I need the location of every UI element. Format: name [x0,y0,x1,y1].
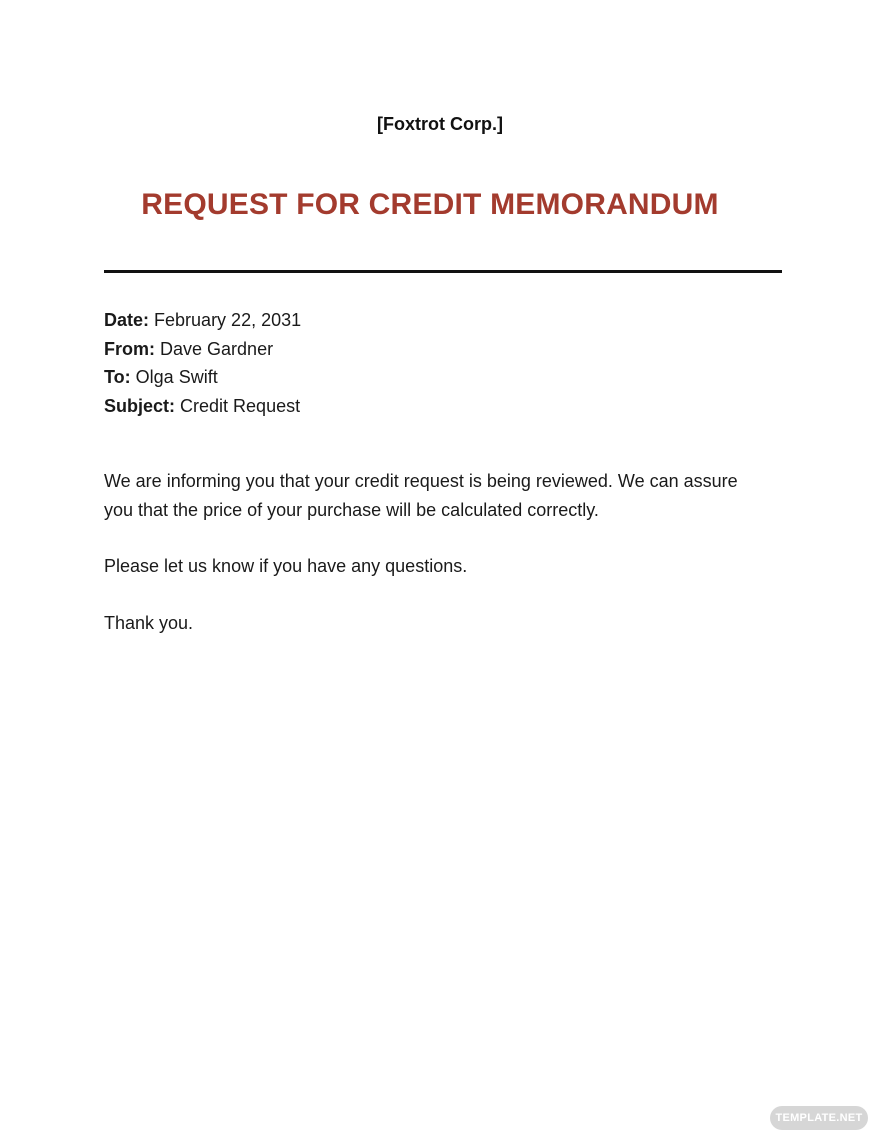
meta-to-row [104,363,744,392]
company-name: [Foxtrot Corp.] [377,114,503,134]
meta-date-row [104,306,744,335]
meta-date-label: Date: [104,310,150,330]
meta-subject-value: Credit Request [180,395,301,416]
meta-date-value: February 22, 2031 [154,310,302,330]
meta-from-label: From: [104,338,155,359]
body-paragraph: Please let us know if you have any questions. [104,556,468,576]
meta-subject-row [104,392,744,421]
memo-title: REQUEST FOR CREDIT MEMORANDUM [141,188,719,221]
header-divider [104,270,782,273]
body-paragraph: We are informing you that your credit request is being reviewed. We can assure you that the price of your purchase will be calculated correctly. [104,471,738,520]
memo-meta [104,306,744,420]
closing-line: Thank you. [104,612,194,633]
meta-subject-label: Subject: [104,395,176,416]
meta-to-value: Olga Swift [135,367,218,387]
meta-to-label: To: [104,367,131,387]
meta-from-value: Dave Gardner [160,338,274,359]
meta-from-row [104,335,744,364]
memo-body [104,467,744,665]
watermark-badge: TEMPLATE.NET [770,1106,868,1130]
